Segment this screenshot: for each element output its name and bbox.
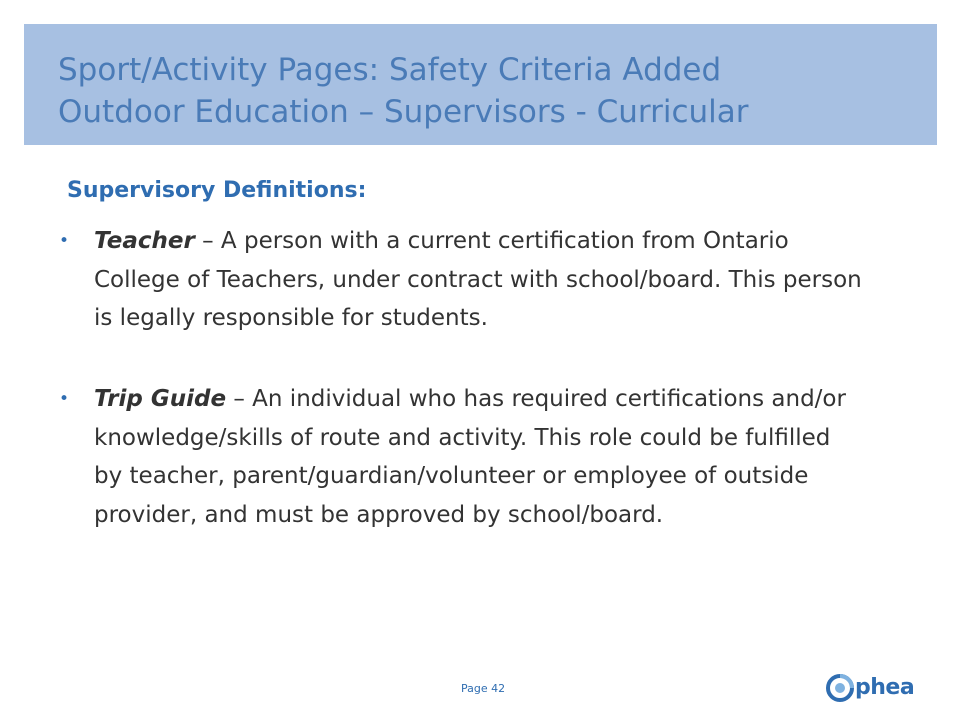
bullet-icon: •: [59, 231, 70, 251]
definition-term: Teacher: [94, 228, 195, 254]
slide-title-line-2: Outdoor Education – Supervisors - Curricular: [58, 94, 749, 130]
definition-term: Trip Guide: [94, 386, 227, 412]
definition-text: – An individual who has required certifications and/or knowledge/skills of route and activity. This role could be fulfilled by teacher, parent/guardian/volunteer or employee of outside provider, and must be approved by school/board.: [94, 386, 846, 528]
title-banner: [24, 24, 937, 145]
page-number: Page 42: [461, 682, 506, 695]
bullet-icon: •: [59, 389, 70, 409]
logo-wordmark: phea: [855, 675, 915, 700]
slide-title-line-1: Sport/Activity Pages: Safety Criteria Added: [58, 52, 722, 88]
definition-item-teacher: [94, 222, 864, 338]
definition-item-trip-guide: [94, 380, 864, 534]
section-heading: Supervisory Definitions:: [67, 178, 367, 203]
definition-text: – A person with a current certification from Ontario College of Teachers, under contract with school/board. This person is legally responsible for students.: [94, 228, 862, 331]
ophea-logo-icon: [826, 674, 854, 702]
ophea-logo: [826, 672, 914, 704]
